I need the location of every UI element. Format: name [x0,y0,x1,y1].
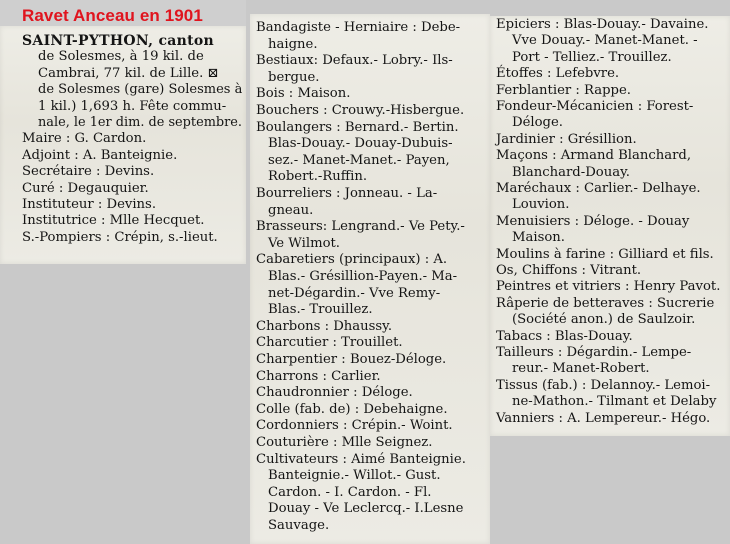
clipping-column-1 [0,26,246,264]
caption-title: Ravet Anceau en 1901 [22,6,203,25]
col2-line: Douay - Ve Leclercq.- I.Lesne [268,501,464,517]
col3-line: Jardinier : Grésillion. [496,131,637,147]
col3-line: Déloge. [512,115,563,131]
col1-line: de Solesmes (gare) Solesmes à [38,82,243,98]
col2-line: Cultivateurs : Aimé Banteignie. [256,451,466,467]
col1-line: Instituteur : Devins. [22,197,157,212]
col3-line: ne-Mathon.- Tilmant et Delaby [512,394,717,410]
col2-line: net-Dégardin.- Vve Remy- [268,285,441,301]
col2-line: Cabaretiers (principaux) : A. [256,252,448,268]
col2-line: Boulangers : Bernard.- Bertin. [256,119,459,135]
col2-line: Chaudronnier : Déloge. [256,385,413,401]
col2-line: Charbons : Dhaussy. [256,318,393,334]
col2-line: Bandagiste - Herniaire : Debe- [256,20,461,35]
col3-line: Râperie de betteraves : Sucrerie [496,295,715,311]
col2-line: Bois : Maison. [256,86,351,102]
col3-line: Maréchaux : Carlier.- Delhaye. [496,181,701,196]
col2-line: Charpentier : Bouez-Déloge. [256,352,447,367]
col1-line: SAINT-PYTHON, canton [22,33,214,49]
col2-line: Banteignie.- Willot.- Gust. [268,468,441,484]
col3-line: Tissus (fab.) : Delannoy.- Lemoi- [496,377,711,393]
col2-line: Ve Wilmot. [268,235,341,251]
col3-line: Moulins à farine : Gilliard et fils. [496,246,714,262]
col3-line: Maison. [512,230,565,246]
caption-bar [0,0,246,26]
col1-line: Adjoint : A. Banteignie. [22,147,178,163]
col3-line: Tailleurs : Dégardin.- Lempe- [496,345,692,360]
col3-line: Vanniers : A. Lempereur.- Hégo. [496,410,711,426]
col2-line: Bourreliers : Jonneau. - La- [256,186,438,201]
col3-line: Menuisiers : Déloge. - Douay [496,213,690,229]
col3-line: Epiciers : Blas-Douay.- Davaine. [496,17,709,32]
col2-line: Colle (fab. de) : Debehaigne. [256,401,448,417]
col3-line: Os, Chiffons : Vitrant. [496,263,642,278]
col2-line: bergue. [268,69,320,85]
col1-line: 1 kil.) 1,693 h. Fête commu- [38,98,227,114]
col2-line: Bestiaux: Defaux.- Lobry.- Ils- [256,53,453,69]
col1-line: Curé : Degauquier. [22,180,149,196]
col2-line: Bouchers : Crouwy.-Hisbergue. [256,103,465,118]
col3-line: Tabacs : Blas-Douay. [496,328,633,344]
col3-line: Fondeur-Mécanicien : Forest- [496,99,694,114]
col3-line: Port - Telliez.- Trouillez. [512,49,672,65]
col3-line: Étoffes : Lefebvre. [496,66,620,82]
col2-line: Cardon. - I. Cardon. - Fl. [268,484,432,500]
col3-line: Maçons : Armand Blanchard, [496,148,692,164]
clipping-column-3 [490,16,730,436]
col1-line: Cambrai, 77 kil. de Lille. ⊠ [38,65,219,81]
col2-line: Blas.- Trouillez. [268,302,373,318]
col2-line: Robert.-Ruffin. [268,169,368,185]
col2-line: Couturière : Mlle Seignez. [256,435,433,450]
col2-line: Blas-Douay.- Douay-Dubuis- [268,136,453,152]
col2-line: haigne. [268,36,318,52]
col3-line: Peintres et vitriers : Henry Pavot. [496,279,721,295]
col3-line: (Société anon.) de Saulzoir. [512,312,696,328]
col3-line: reur.- Manet-Robert. [512,361,650,377]
col2-line: Brasseurs: Lengrand.- Ve Pety.- [256,219,465,235]
col2-line: gneau. [268,202,314,218]
col2-line: Charcutier : Trouillet. [256,335,403,351]
col2-line: Cordonniers : Crépin.- Woint. [256,418,453,434]
col1-line: Institutrice : Mlle Hecquet. [22,213,205,229]
col3-line: Ferblantier : Rappe. [496,82,631,98]
col1-line: de Solesmes, à 19 kil. de [38,49,204,65]
clipping-column-2 [250,14,490,544]
col1-line: nale, le 1er dim. de septembre. [38,115,243,130]
col3-line: Vve Douay.- Manet-Manet. - [512,33,698,49]
col1-line: S.-Pompiers : Crépin, s.-lieut. [22,229,218,245]
col1-line: Maire : G. Cardon. [22,131,147,147]
col3-line: Louvion. [512,197,570,213]
col2-line: sez.- Manet-Manet.- Payen, [268,152,450,168]
col3-line: Blanchard-Douay. [512,164,630,180]
col2-line: Sauvage. [268,518,330,533]
col2-line: Blas.- Grésillion-Payen.- Ma- [268,269,458,284]
col1-line: Secrétaire : Devins. [22,164,155,180]
col2-line: Charrons : Carlier. [256,368,381,384]
